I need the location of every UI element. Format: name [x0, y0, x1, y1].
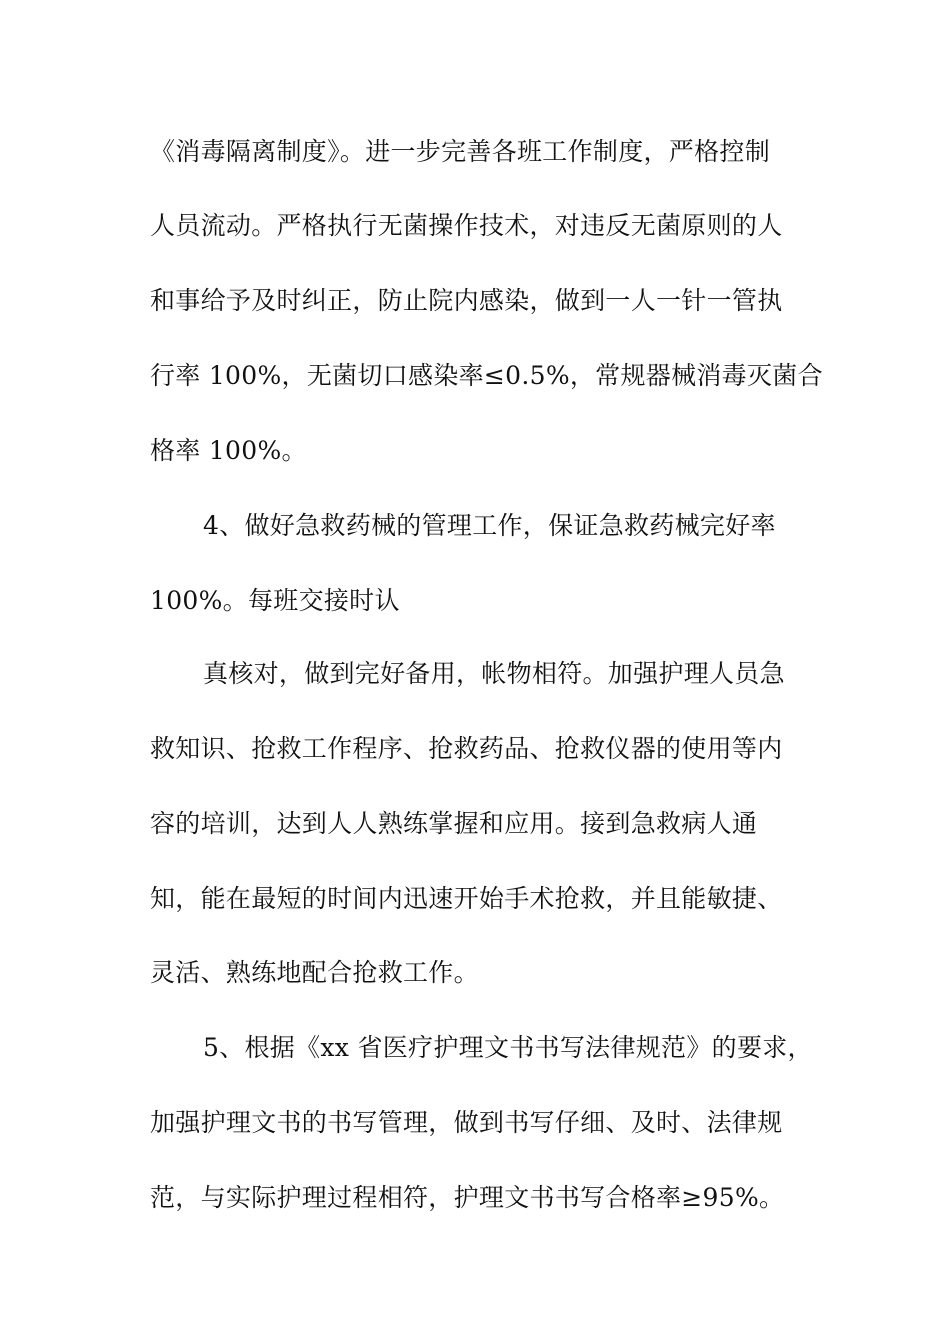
- text-line: 范，与实际护理过程相符，护理文书书写合格率≥95%。: [150, 1183, 785, 1212]
- text-line: 知，能在最短的时间内迅速开始手术抢救，并且能敏捷、: [150, 884, 783, 913]
- text-line: 加强护理文书的书写管理，做到书写仔细、及时、法律规: [150, 1108, 783, 1137]
- text-line: 灵活、熟练地配合抢救工作。: [150, 958, 479, 987]
- text-line: 人员流动。严格执行无菌操作技术，对违反无菌原则的人: [150, 211, 783, 240]
- paragraph-5-first-line: 5、根据《xx 省医疗护理文书书写法律规范》的要求，: [203, 1033, 813, 1062]
- text-line: 100%。每班交接时认: [150, 586, 400, 615]
- paragraph-continued-first-line: 真核对，做到完好备用，帐物相符。加强护理人员急: [203, 659, 785, 688]
- text-line: 和事给予及时纠正，防止院内感染，做到一人一针一管执: [150, 286, 783, 315]
- paragraph-4-first-line: 4、做好急救药械的管理工作，保证急救药械完好率: [203, 511, 776, 540]
- text-line: 容的培训，达到人人熟练掌握和应用。接到急救病人通: [150, 809, 758, 838]
- text-line: 救知识、抢救工作程序、抢救药品、抢救仪器的使用等内: [150, 734, 783, 763]
- text-line: 《消毒隔离制度》。进一步完善各班工作制度，严格控制: [150, 137, 771, 166]
- text-line: 格率 100%。: [150, 436, 307, 465]
- text-line: 行率 100%，无菌切口感染率≤0.5%，常规器械消毒灭菌合: [150, 361, 823, 390]
